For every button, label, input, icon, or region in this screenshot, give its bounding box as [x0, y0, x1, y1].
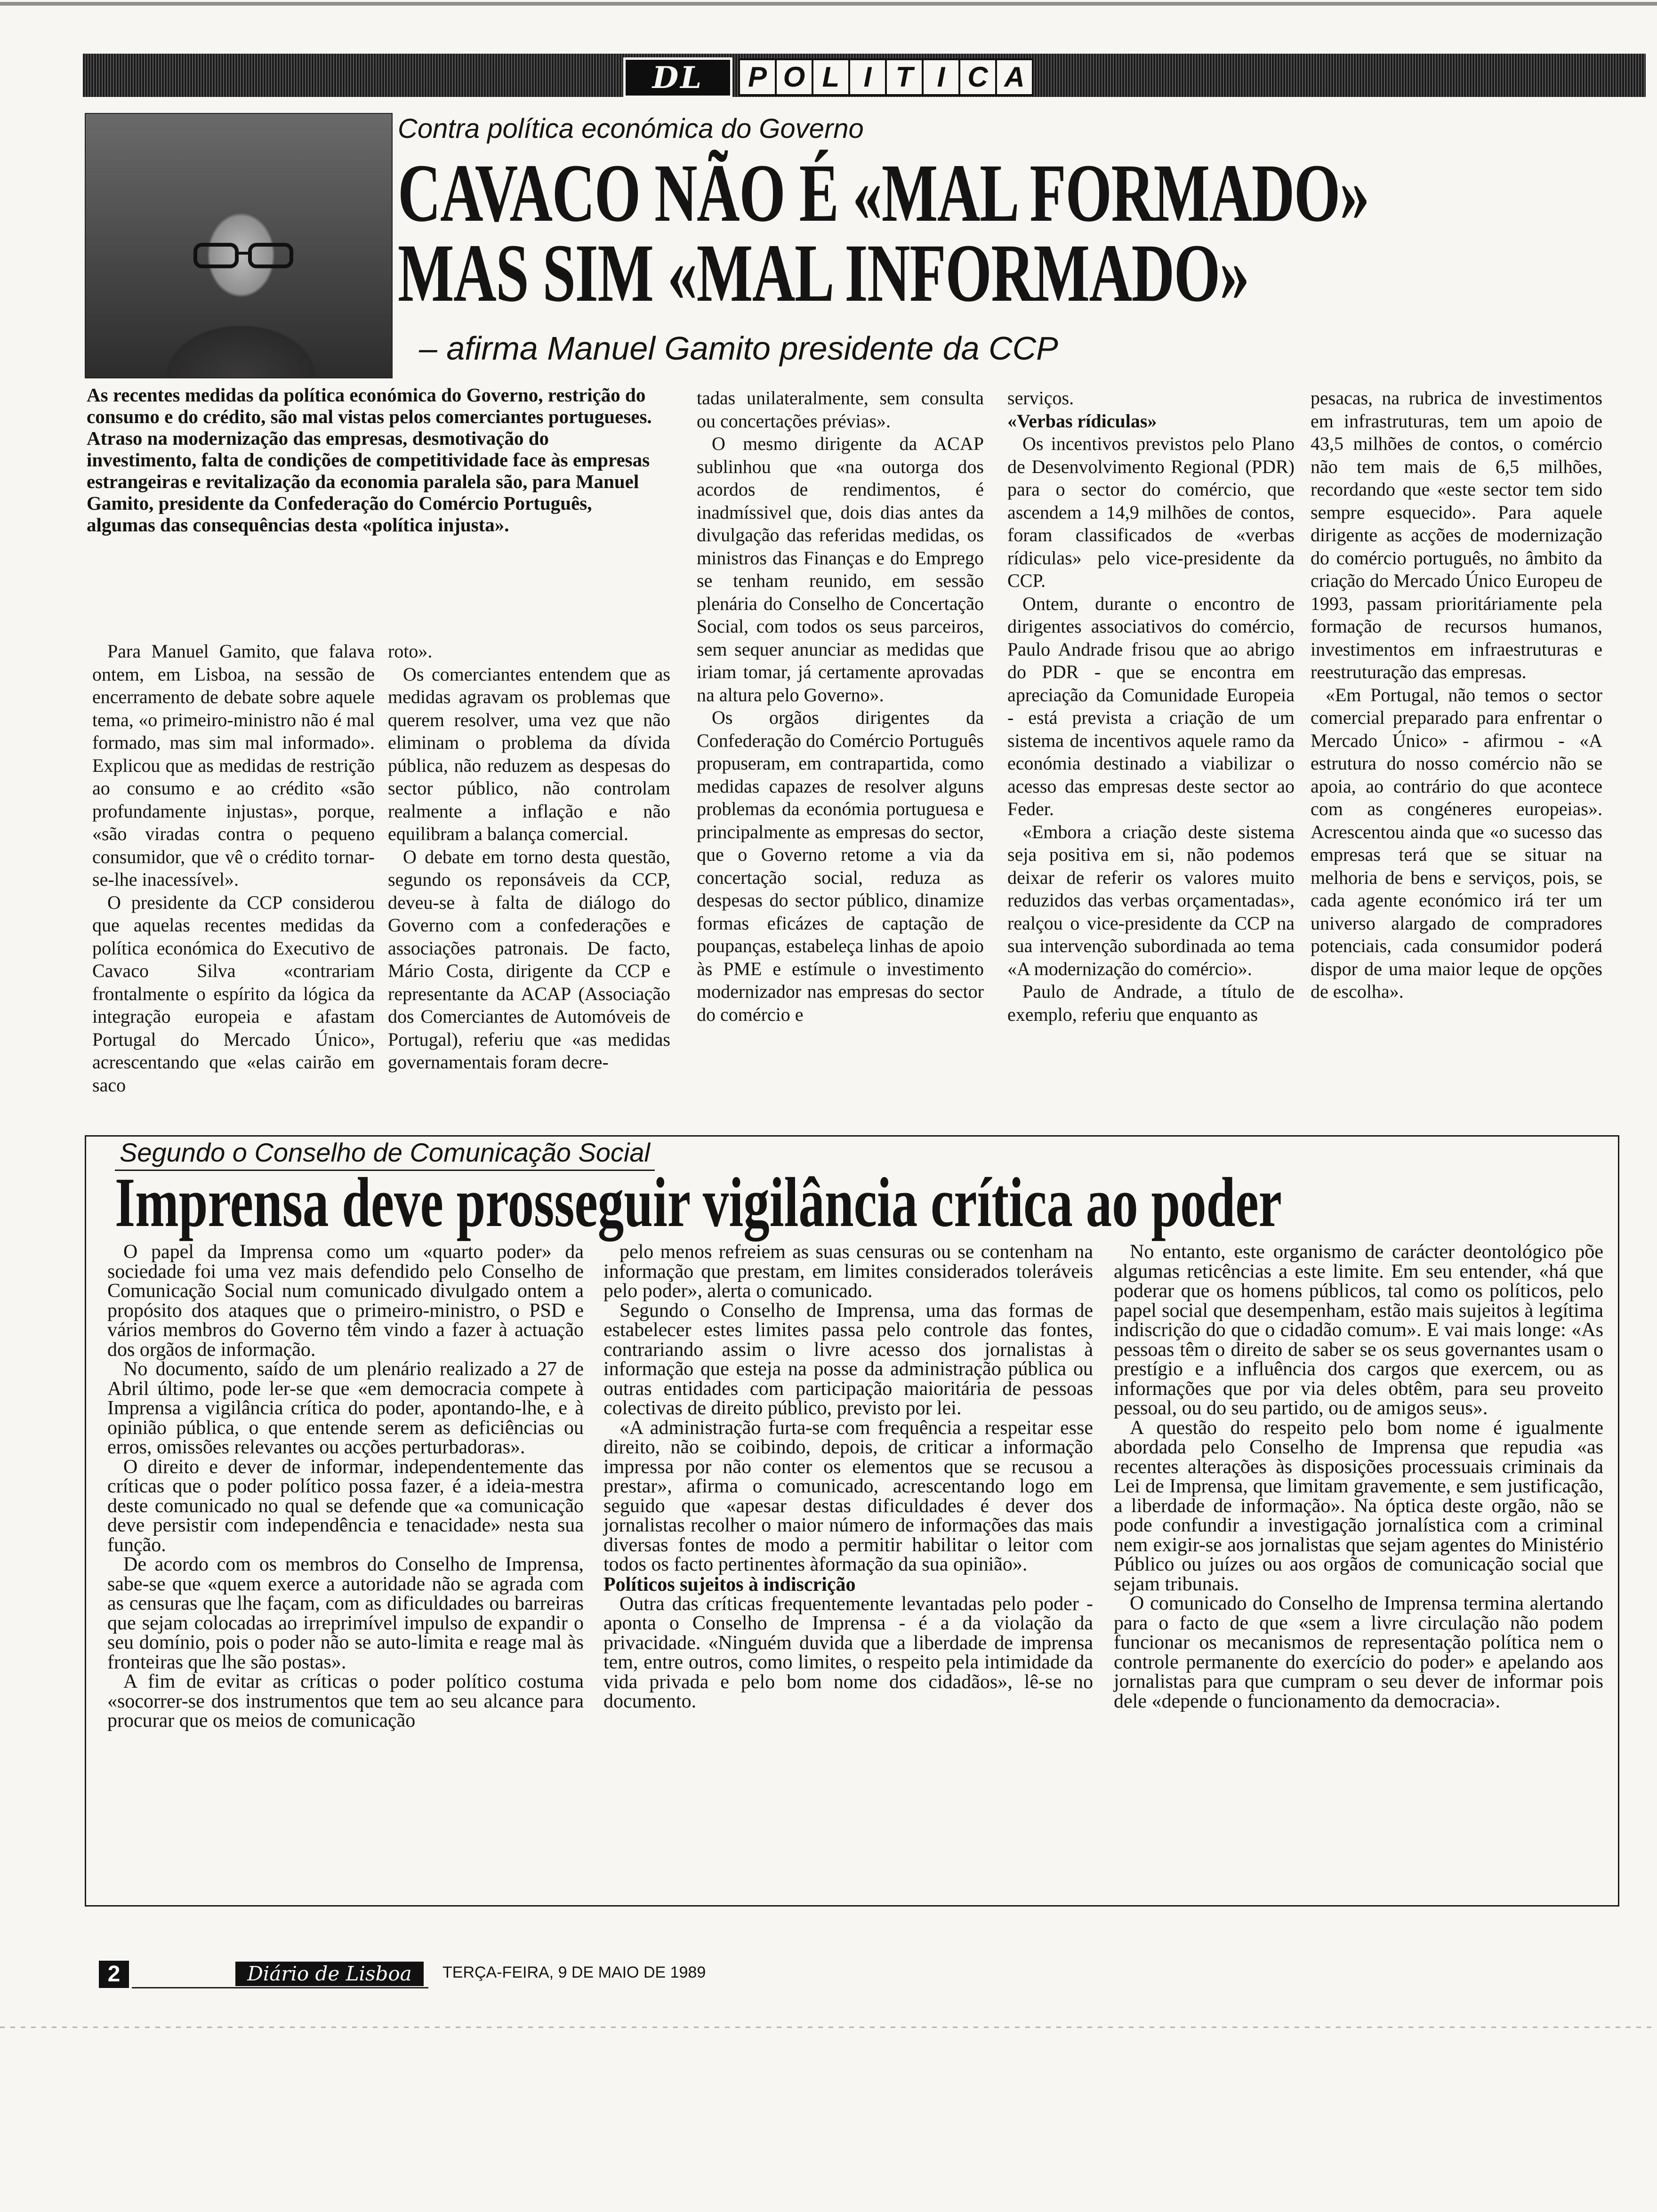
paragraph: Outra das críticas frequentemente levantadas pelo poder - aponta o Conselho de Imprensa - é a da violação da privacidade. «Ninguém duvida que a liberdade de imprensa tem, entre outros, como limites, o respeito pela intimidade da vida privada e pelo bom nome dos cidadãos», lê-se no documento.: [603, 1593, 1093, 1712]
article1-column-1: [92, 640, 375, 1097]
paragraph: Ontem, durante o encontro de dirigentes associativos do comércio, Paulo Andrade frisou que ao abrigo do PDR - que se encontra em apreciação da Comunidade Europeia - está prevista a criação de um sistema de incentivos aquele ramo da económia destinado a viabilizar o acesso das empresas deste sector ao Feder.: [1007, 593, 1295, 819]
top-rule: [0, 2, 1657, 6]
newspaper-name: Diário de Lisboa: [235, 1962, 424, 1986]
newspaper-logo: DL: [623, 57, 732, 98]
paragraph: Para Manuel Gamito, que falava ontem, em Lisboa, na sessão de encerramento de debate sobre aquele tema, «o primeiro-ministro não é mal formado, mas sim mal informado». Explicou que as medidas de restrição ao consumo e ao crédito «são profundamente injustas», porque, «são viradas contra o pequeno consumidor, que vê o crédito tornar-se-lhe inacessível».: [92, 641, 375, 890]
paragraph: tadas unilateralmente, sem consulta ou concertações prévias».: [697, 387, 984, 432]
section-letter: O: [775, 58, 813, 96]
footer-rule: [132, 1987, 428, 1988]
subheading: «Verbas rídiculas»: [1007, 410, 1157, 432]
article2-column-3: [1114, 1242, 1603, 1711]
issue-date: TERÇA-FEIRA, 9 DE MAIO DE 1989: [442, 1964, 706, 1981]
paragraph: Os incentivos previstos pelo Plano de Desenvolvimento Regional (PDR) para o sector do comércio, que ascendem a 14,9 milhões de contos, foram classificados de «verbas rídiculas» pelo vice-presidente da CCP.: [1007, 433, 1295, 591]
paragraph: serviços.: [1007, 387, 1074, 409]
section-letter: I: [848, 58, 887, 96]
article1-byline: – afirma Manuel Gamito presidente da CCP: [419, 330, 1058, 367]
paragraph: roto».: [388, 641, 433, 662]
paragraph: O comunicado do Conselho de Imprensa termina alertando para o facto de que «sem a livre circulação não podem funcionar os mecanismos de representação política nem o controle permanente do exercício do poder» e apelando aos jornalistas para que cumpram o seu dever de informar pois dele «depende o funcionamento da democracia».: [1114, 1593, 1603, 1712]
paragraph: pelo menos refreiem as suas censuras ou se contenham na informação que prestam, em limites considerados toleráveis pelo poder», alerta o comunicado.: [603, 1241, 1093, 1302]
article1-column-3: [697, 387, 984, 1026]
section-letter: T: [885, 58, 924, 96]
portrait-photo: [85, 113, 393, 378]
paragraph: «Embora a criação deste sistema seja positiva em si, não podemos deixar de referir os valores muito reduzidos das verbas orçamentadas», realçou o vice-presidente da CCP na sua intervenção subordinada ao tema «A modernização do comércio».: [1007, 821, 1295, 979]
article2-kicker: Segundo o Conselho de Comunicação Social: [115, 1135, 655, 1171]
paragraph: De acordo com os membros do Conselho de Imprensa, sabe-se que «quem exerce a autoridade não se agrada com as censuras que lhe façam, com as dificuldades ou barreiras que sejam colocadas ao irreprimível impulso de expandir o seu domínio, pois o poder não se auto-limita e reage mal às fronteiras que lhe são postas».: [107, 1554, 584, 1673]
article2-headline: Imprensa deve prosseguir vigilância crítica ao poder: [115, 1163, 1282, 1242]
section-letter: I: [922, 58, 960, 96]
glasses-graphic: [192, 241, 295, 269]
paragraph: No entanto, este organismo de carácter deontológico põe algumas reticências a este limite. Em seu entender, «há que poderar que os homens públicos, tal como os políticos, pelo papel social que desempenham, estão mais sujeitos à legítima indiscrição do que o cidadão comum». E vai mais longe: «As pessoas têm o direito de saber se os seus governantes usam o prestígio e a influência dos cargos que exercem, ou as informações que por via deles obtêm, para seu proveito pessoal, ou do seu partido, ou de amigos seus».: [1114, 1241, 1603, 1419]
subheading: Políticos sujeitos à indiscrição: [603, 1573, 856, 1595]
article2-column-1: [107, 1242, 584, 1731]
paragraph: No documento, saído de um plenário realizado a 27 de Abril último, pode ler-se que «em democracia compete à Imprensa a vigilância crítica do poder, apontando-lhe, e à opinião pública, o que entende serem as deficiências ou erros, omissões relevantes ou acções perturbadoras».: [107, 1358, 584, 1458]
section-letter: L: [812, 58, 850, 96]
paragraph: Paulo de Andrade, a título de exemplo, referiu que enquanto as: [1007, 981, 1295, 1025]
paragraph: A questão do respeito pelo bom nome é igualmente abordada pelo Conselho de Imprensa que repudia «as recentes alterações às disposições processuais criminais da Lei de Imprensa, que limitam gravemente, e sem justificação, a liberdade de informação». Na óptica deste orgão, não se pode confundir a investigação jornalística com a criminal nem exigir-se aos jornalistas que sejam agentes do Ministério Público ou juízes ou aos orgãos de comunicação social que sejam tribunais.: [1114, 1417, 1603, 1595]
paragraph: O direito e dever de informar, independentemente das críticas que o poder político possa fazer, é a ideia-mestra deste comunicado no qual se defende que «a comunicação deve persistir com independência e tenacidade» nesta sua função.: [107, 1456, 584, 1556]
article1-column-5: [1311, 387, 1602, 1003]
article1-lead: As recentes medidas da política económica do Governo, restrição do consumo e do crédito, são mal vistas pelos comerciantes portugueses. Atraso na modernização das empresas, desmotivação do investimento, falta de condições de competitividade face às empresas estrangeiras e revitalização da economia paralela são, para Manuel Gamito, presidente da Confederação do Comércio Português, algumas das consequências desta «política injusta».: [87, 384, 652, 536]
section-title: [738, 58, 1032, 96]
paragraph: Os orgãos dirigentes da Confederação do Comércio Português propuseram, em contrapartida, como medidas capazes de resolver alguns problemas da económia portuguesa e principalmente as empresas do sector, que o Governo retome a via da concertação social, reduza as despesas do sector público, dinamize formas eficázes de captação de poupanças, estabeleça linhas de apoio às PME e estímule o investimento modernizador nas empresas do sector do comércio e: [697, 707, 984, 1025]
paragraph: «Em Portugal, não temos o sector comercial preparado para enfrentar o Mercado Único» - afirmou - «A estrutura do nosso comércio não se apoia, ao contrário do que acontece com as congéneres europeias». Acrescentou ainda que «o sucesso das empresas terá que se situar na melhoria de bens e serviços, pois, se cada agente económico irá ter um universo alargado de compradores potenciais, cada consumidor poderá dispor de uma maior leque de opções de escolha».: [1311, 684, 1602, 1002]
section-letter: A: [995, 58, 1034, 96]
scan-artifact-line: [0, 2027, 1657, 2028]
paragraph: Os comerciantes entendem que as medidas agravam os problemas que querem resolver, uma vez que não eliminam o problema da dívida pública, não reduzem as despesas do sector público, não controlam realmente a inflação e não equilibram a balança comercial.: [388, 663, 670, 844]
paragraph: «A administração furta-se com frequência a respeitar esse direito, não se coibindo, depois, de criticar a informação impressa por não conter os elementos que se recusou a prestar», afirma o comunicado, acrescentando logo em seguido que «apesar destas dificuldades é dever dos jornalistas recolher o maior número de informações das mais diversas fontes de modo a permitir habilitar o leitor com todos os facto pertinentes àformação da sua opinião».: [603, 1417, 1093, 1575]
paragraph: O debate em torno desta questão, segundo os reponsáveis da CCP, deveu-se à falta de diálogo do Governo com a confederações e associações patronais. De facto, Mário Costa, dirigente da CCP e representante da ACAP (Associação dos Comerciantes de Automóveis de Portugal), referiu que «as medidas governamentais foram decre-: [388, 846, 670, 1073]
paragraph: A fim de evitar as críticas o poder político costuma «socorrer-se dos instrumentos que tem ao seu alcance para procurar que os meios de comunicação: [107, 1671, 584, 1731]
page-number: 2: [99, 1961, 129, 1988]
paragraph: O presidente da CCP considerou que aquelas recentes medidas da política económica do Executivo de Cavaco Silva «contrariam frontalmente o espírito da lógica da integração europeia e afastam Portugal do Mercado Único», acrescentando que «elas cairão em saco: [92, 891, 375, 1096]
paragraph: O papel da Imprensa como um «quarto poder» da sociedade foi uma vez mais defendido pelo Conselho de Comunicação Social num comunicado divulgado ontem a propósito dos ataques que o primeiro-ministro, o PSD e vários membros do Governo têm vindo a fazer à actuação dos orgãos de informação.: [107, 1241, 584, 1361]
article1-column-4: [1007, 387, 1295, 1026]
article1-column-2: [388, 640, 670, 1074]
article2-column-2: [603, 1242, 1093, 1712]
article1-headline-line1: CAVACO NÃO É «MAL FORMADO»: [398, 147, 1369, 239]
paragraph: Segundo o Conselho de Imprensa, uma das formas de estabelecer estes limites passa pelo controle das fontes, contrariando assim o livre acesso dos jornalistas à informação que esteja na posse da administração pública ou outras entidades com participação maioritária de pessoas colectivas de direito público, previsto por lei.: [603, 1299, 1093, 1419]
article1-kicker: Contra política económica do Governo: [398, 113, 864, 144]
paragraph: pesacas, na rubrica de investimentos em infrastruturas, tem um apoio de 43,5 milhões de contos, o comércio não tem mais de 6,5 milhões, recordando que «este sector tem sido sempre esquecido». Para aquele dirigente as acções de modernização do comércio português, no âmbito da criação do Mercado Único Europeu de 1993, passam prioritáriamente pela formação de recursos humanos, investimentos em infraestruturas e reestruturação das empresas.: [1311, 387, 1602, 682]
section-letter: P: [738, 58, 777, 96]
paragraph: O mesmo dirigente da ACAP sublinhou que «na outorga dos acordos de rendimentos, é inadmíssivel que, dois dias antes da divulgação das referidas medidas, os ministros das Finanças e do Emprego se tenham reunido, em sessão plenária do Conselho de Concertação Social, com todos os seus parceiros, sem sequer anunciar as medidas que iriam tomar, já certamente aprovadas na altura pelo Governo».: [697, 433, 984, 705]
article1-headline-line2: MAS SIM «MAL INFORMADO»: [398, 227, 1249, 319]
section-letter: C: [958, 58, 997, 96]
